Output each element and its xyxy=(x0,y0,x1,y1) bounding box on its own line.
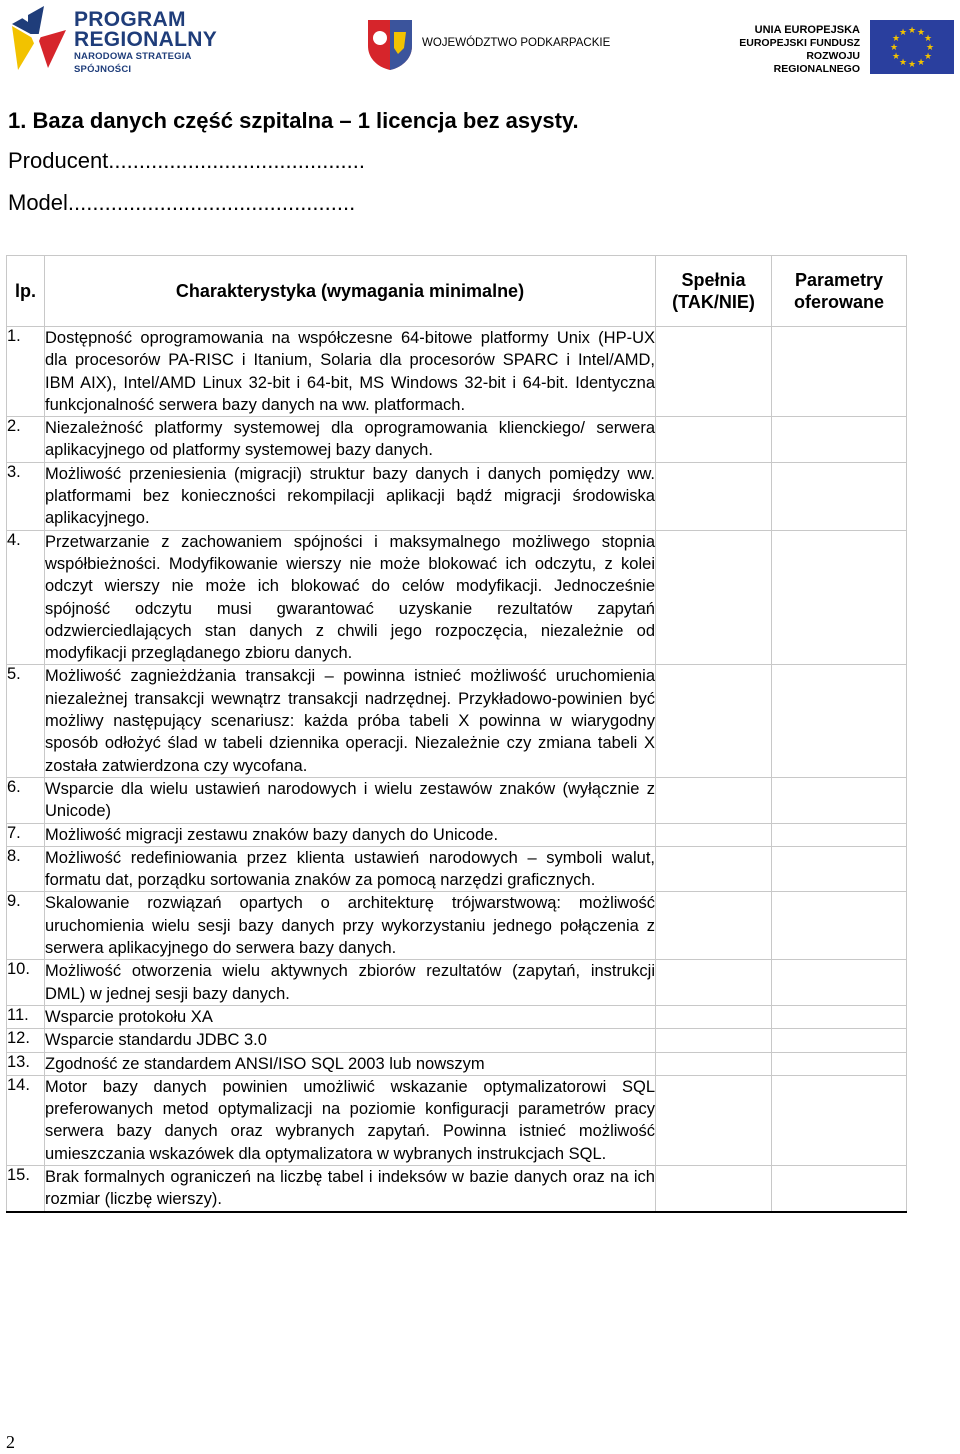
offered-params-cell[interactable] xyxy=(772,665,907,777)
row-requirement: Motor bazy danych powinien umożliwić wskazanie optymalizatorowi SQL preferowanych metod optymalizacji na poziomie konfiguracji parametrów pracy serwera bazy danych oraz wybranych zapytań. Powinna istnieć możliwość umieszczania wskazówek dla optymalizatora w wybranych instrukcjach SQL. xyxy=(45,1075,656,1165)
column-header-offered-params xyxy=(772,256,907,327)
svg-text:★: ★ xyxy=(898,58,908,68)
compliance-cell[interactable] xyxy=(656,823,772,846)
svg-text:★: ★ xyxy=(898,28,908,38)
eu-logo xyxy=(720,20,956,74)
row-requirement: Zgodność ze standardem ANSI/ISO SQL 2003 lub nowszym xyxy=(45,1052,656,1075)
row-requirement: Wsparcie dla wielu ustawień narodowych i wielu zestawów znaków (wyłącznie z Unicode) xyxy=(45,777,656,823)
eu-flag-icon xyxy=(870,20,954,74)
table-row xyxy=(7,1052,907,1075)
table-row xyxy=(7,1029,907,1052)
offered-params-cell[interactable] xyxy=(772,777,907,823)
row-number: 11. xyxy=(7,1005,45,1028)
offered-params-cell[interactable] xyxy=(772,1075,907,1165)
svg-text:★: ★ xyxy=(907,60,917,70)
compliance-cell[interactable] xyxy=(656,462,772,530)
compliance-cell[interactable] xyxy=(656,327,772,417)
table-row xyxy=(7,462,907,530)
offered-params-cell[interactable] xyxy=(772,1165,907,1211)
table-row xyxy=(7,530,907,665)
offered-params-cell[interactable] xyxy=(772,823,907,846)
table-header-row xyxy=(7,256,907,327)
offered-params-cell[interactable] xyxy=(772,327,907,417)
offered-params-cell[interactable] xyxy=(772,1029,907,1052)
offered-params-cell[interactable] xyxy=(772,462,907,530)
compliance-cell[interactable] xyxy=(656,1052,772,1075)
compliance-cell[interactable] xyxy=(656,665,772,777)
svg-text:★: ★ xyxy=(907,26,917,36)
compliance-cell[interactable] xyxy=(656,1029,772,1052)
producent-line: Producent.......................................... xyxy=(8,148,366,173)
table-row xyxy=(7,417,907,463)
table-row xyxy=(7,960,907,1006)
row-requirement: Możliwość otworzenia wielu aktywnych zbiorów rezultatów (zapytań, instrukcji DML) w jednej sesji bazy danych. xyxy=(45,960,656,1006)
row-requirement: Przetwarzanie z zachowaniem spójności i maksymalnego możliwego stopnia współbieżności. Modyfikowanie wierszy nie może blokować ich odczytu, z kolei odczyt wierszy nie może ich blokować do celów modyfikacji. Jednocześnie spójność odczytu musi gwarantować uzyskanie rezultatów zapytań odzwierciedlających stan danych z chwili jego rozpoczęcia, niezależnie od modyfikacji przeglądanego zbioru danych. xyxy=(45,530,656,665)
row-number: 3. xyxy=(7,462,45,530)
offered-params-cell[interactable] xyxy=(772,417,907,463)
row-number: 15. xyxy=(7,1165,45,1211)
svg-text:★: ★ xyxy=(891,34,901,44)
compliance-cell[interactable] xyxy=(656,1075,772,1165)
column-header-characteristics: Charakterystyka (wymagania minimalne) xyxy=(45,256,656,327)
offered-params-cell[interactable] xyxy=(772,1052,907,1075)
table-row xyxy=(7,892,907,960)
logo-line-program: PROGRAM xyxy=(74,8,186,31)
row-requirement: Możliwość migracji zestawu znaków bazy danych do Unicode. xyxy=(45,823,656,846)
offered-params-cell[interactable] xyxy=(772,892,907,960)
page-number: 2 xyxy=(6,1432,15,1452)
svg-text:★: ★ xyxy=(925,43,935,53)
table-row xyxy=(7,1075,907,1165)
table-row xyxy=(7,823,907,846)
svg-text:★: ★ xyxy=(923,52,933,62)
compliance-cell[interactable] xyxy=(656,892,772,960)
wojewodztwo-label: WOJEWÓDZTWO PODKARPACKIE xyxy=(422,37,611,49)
program-regionalny-emblem xyxy=(8,4,70,74)
coat-of-arms-icon xyxy=(364,18,416,70)
table-row xyxy=(7,1165,907,1211)
table-row xyxy=(7,1005,907,1028)
eu-line-3: ROZWOJU REGIONALNEGO xyxy=(773,50,860,75)
compliance-header-line1: Spełnia xyxy=(681,270,746,290)
program-regionalny-logo xyxy=(8,4,240,74)
compliance-header-line2: (TAK/NIE) xyxy=(672,292,755,312)
table-row xyxy=(7,846,907,892)
logo-line-regionalny: REGIONALNY xyxy=(74,28,218,51)
eu-line-2: EUROPEJSKI FUNDUSZ xyxy=(739,37,860,49)
params-header-line2: oferowane xyxy=(793,292,885,312)
row-requirement: Możliwość redefiniowania przez klienta ustawień narodowych – symboli walut, formatu dat, porządku sortowania znaków za pomocą narzędzi graficznych. xyxy=(45,846,656,892)
row-number: 14. xyxy=(7,1075,45,1165)
compliance-cell[interactable] xyxy=(656,1165,772,1211)
row-number: 5. xyxy=(7,665,45,777)
column-header-compliance xyxy=(656,256,772,327)
row-requirement: Wsparcie protokołu XA xyxy=(45,1005,656,1028)
logo-line-strategia: NARODOWA STRATEGIA SPÓJNOŚCI xyxy=(74,51,192,75)
svg-text:★: ★ xyxy=(889,43,899,53)
model-line: Model............................................... xyxy=(8,190,356,215)
eu-line-1: UNIA EUROPEJSKA xyxy=(754,24,860,36)
page-header xyxy=(0,0,960,80)
compliance-cell[interactable] xyxy=(656,417,772,463)
row-number: 4. xyxy=(7,530,45,665)
svg-text:★: ★ xyxy=(923,34,933,44)
row-requirement: Możliwość przeniesienia (migracji) struktur bazy danych i danych pomiędzy ww. platformami bez konieczności rekompilacji aplikacji bądź migracji środowiska aplikacyjnego. xyxy=(45,462,656,530)
row-number: 8. xyxy=(7,846,45,892)
params-header-line1: Parametry xyxy=(794,270,884,290)
row-number: 2. xyxy=(7,417,45,463)
table-row xyxy=(7,665,907,777)
table-row xyxy=(7,327,907,417)
compliance-cell[interactable] xyxy=(656,1005,772,1028)
row-requirement: Dostępność oprogramowania na współczesne 64-bitowe platformy Unix (HP-UX dla procesorów PA-RISC i Itanium, Solaria dla procesorów SPARC i Intel/AMD, IBM AIX), Intel/AMD Linux 32-bit i 64-bit, MS Windows 32-bit i 64-bit. Identyczna funkcjonalność serwera bazy danych na ww. platformach. xyxy=(45,327,656,417)
row-requirement: Skalowanie rozwiązań opartych o architekturę trójwarstwową: możliwość uruchomienia wielu sesji bazy danych przy wykorzystaniu jednego połączenia z serwera aplikacyjnego do serwera bazy danych. xyxy=(45,892,656,960)
document-heading: 1. Baza danych część szpitalna – 1 licencja bez asysty. xyxy=(8,108,579,133)
compliance-cell[interactable] xyxy=(656,777,772,823)
compliance-cell[interactable] xyxy=(656,846,772,892)
row-requirement: Możliwość zagnieżdżania transakcji – powinna istnieć możliwość uruchomienia niezależnej transakcji wewnątrz transakcji nadrzędnej. Przykładowo-powinien być możliwy następujący scenariusz: każda próba tabeli X powinna w wiarygodny sposób odłożyć ślad w tabeli dziennika operacji. Niezależnie czy zmiana tabeli X została zatwierdzona czy wycofana. xyxy=(45,665,656,777)
svg-text:★: ★ xyxy=(916,58,926,68)
row-number: 6. xyxy=(7,777,45,823)
row-number: 12. xyxy=(7,1029,45,1052)
row-number: 10. xyxy=(7,960,45,1006)
row-requirement: Wsparcie standardu JDBC 3.0 xyxy=(45,1029,656,1052)
row-number: 9. xyxy=(7,892,45,960)
row-number: 1. xyxy=(7,327,45,417)
offered-params-cell[interactable] xyxy=(772,960,907,1006)
row-number: 7. xyxy=(7,823,45,846)
compliance-cell[interactable] xyxy=(656,960,772,1006)
row-requirement: Brak formalnych ograniczeń na liczbę tabel i indeksów w bazie danych oraz na ich rozmiar (liczbę wierszy). xyxy=(45,1165,656,1211)
offered-params-cell[interactable] xyxy=(772,846,907,892)
svg-text:★: ★ xyxy=(916,28,926,38)
table-row xyxy=(7,777,907,823)
wojewodztwo-logo xyxy=(364,18,624,70)
svg-text:★: ★ xyxy=(891,52,901,62)
row-number: 13. xyxy=(7,1052,45,1075)
row-requirement: Niezależność platformy systemowej dla oprogramowania klienckiego/ serwera aplikacyjnego od platformy systemowej bazy danych. xyxy=(45,417,656,463)
column-header-lp: lp. xyxy=(7,256,45,327)
requirements-table xyxy=(6,255,907,1213)
offered-params-cell[interactable] xyxy=(772,530,907,665)
offered-params-cell[interactable] xyxy=(772,1005,907,1028)
compliance-cell[interactable] xyxy=(656,530,772,665)
